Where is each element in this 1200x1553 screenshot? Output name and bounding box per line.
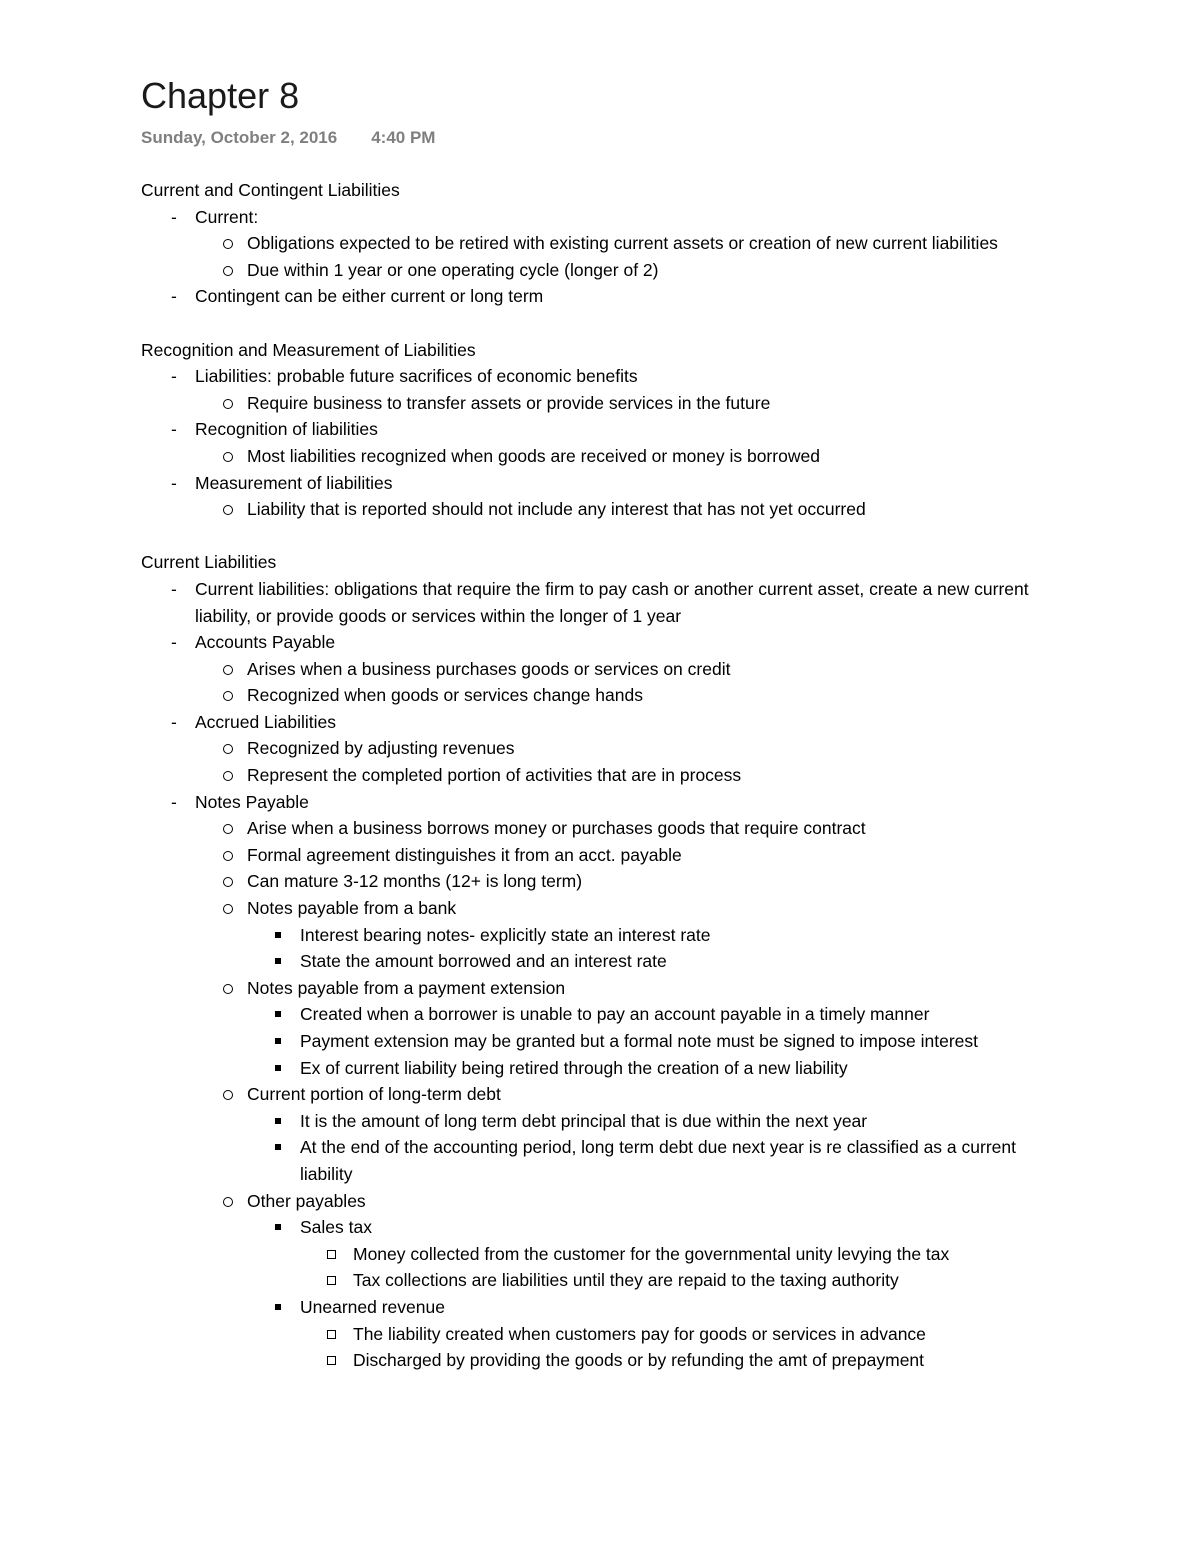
list-item-text: Can mature 3-12 months (12+ is long term) <box>247 871 583 892</box>
list-item-text: Payment extension may be granted but a formal note must be signed to impose interest <box>300 1031 979 1051</box>
list-item-text: Current liabilities: obligations that require the firm to pay cash or another current asset, create a new current liability, or provide goods or services within the longer of 1 year <box>195 578 1029 626</box>
list-item-text: Arise when a business borrows money or purchases goods that require contract <box>247 818 866 839</box>
list-item <box>195 656 1041 683</box>
outline-level-2 <box>195 390 1041 417</box>
page-timestamp <box>141 126 435 150</box>
list-item <box>195 895 1041 975</box>
list-item-text: Other payables <box>247 1190 366 1211</box>
outline-level-2 <box>195 443 1041 470</box>
list-item-text: Contingent can be either current or long term <box>195 286 544 307</box>
list-item <box>195 762 1041 789</box>
section-heading: Current Liabilities <box>141 552 277 573</box>
page-time: 4:40 PM <box>371 128 436 147</box>
list-item-text: Most liabilities recognized when goods are received or money is borrowed <box>247 445 820 466</box>
outline-level-2 <box>195 656 1041 709</box>
list-item-text: Current: <box>195 206 259 227</box>
list-item-text: Represent the completed portion of activities that are in process <box>247 765 742 786</box>
outline-level-2 <box>195 230 1041 283</box>
list-item-text: Current portion of long-term debt <box>247 1084 501 1105</box>
note-section <box>141 337 1041 523</box>
list-item <box>195 1188 1041 1374</box>
list-item-text: Notes payable from a payment extension <box>247 977 566 998</box>
list-item-text: At the end of the accounting period, long term debt due next year is re classified as a current liability <box>300 1137 1016 1184</box>
note-body <box>141 177 1041 1400</box>
list-item <box>195 496 1041 523</box>
note-section <box>141 549 1041 1373</box>
list-item <box>195 735 1041 762</box>
list-item <box>247 1001 1041 1028</box>
list-item-text: Interest bearing notes- explicitly state an interest rate <box>300 924 711 945</box>
list-item <box>195 815 1041 842</box>
list-item-text: Obligations expected to be retired with existing current assets or creation of new current liabilities <box>247 233 998 254</box>
list-item-text: Notes payable from a bank <box>247 898 457 919</box>
note-section <box>141 177 1041 310</box>
outline-level-3 <box>247 1108 1041 1188</box>
outline-level-1 <box>141 363 1041 523</box>
page-date: Sunday, October 2, 2016 <box>141 128 338 147</box>
list-item-text: Liabilities: probable future sacrifices of economic benefits <box>195 366 638 387</box>
list-item-text: Created when a borrower is unable to pay an account payable in a timely manner <box>300 1004 930 1025</box>
list-item <box>247 1134 1041 1187</box>
section-heading: Current and Contingent Liabilities <box>141 180 400 200</box>
list-item <box>247 1294 1041 1374</box>
outline-level-4 <box>300 1321 1041 1374</box>
list-item-text: It is the amount of long term debt principal that is due within the next year <box>300 1110 868 1131</box>
outline-level-4 <box>300 1241 1041 1294</box>
list-item <box>247 1028 1041 1055</box>
list-item-text: State the amount borrowed and an interest rate <box>300 951 667 972</box>
outline-level-2 <box>195 815 1041 1373</box>
list-item <box>300 1267 1041 1294</box>
list-item-text: Measurement of liabilities <box>195 472 393 493</box>
list-item-text: Accrued Liabilities <box>195 711 337 732</box>
list-item <box>195 1081 1041 1187</box>
list-item <box>141 204 1041 284</box>
list-item <box>247 948 1041 975</box>
list-item-text: Sales tax <box>300 1217 372 1238</box>
outline-level-3 <box>247 1001 1041 1081</box>
list-item-text: Unearned revenue <box>300 1296 445 1317</box>
list-item <box>247 1214 1041 1294</box>
list-item <box>195 842 1041 869</box>
list-item-text: Ex of current liability being retired through the creation of a new liability <box>300 1057 848 1078</box>
outline-level-2 <box>195 735 1041 788</box>
list-item <box>141 283 1041 310</box>
list-item <box>141 709 1041 789</box>
list-item <box>141 789 1041 1374</box>
list-item <box>195 975 1041 1081</box>
outline-level-2 <box>195 496 1041 523</box>
list-item-text: Due within 1 year or one operating cycle (longer of 2) <box>247 259 659 280</box>
list-item <box>195 257 1041 284</box>
page-title: Chapter 8 <box>141 75 300 116</box>
list-item-text: Notes Payable <box>195 791 309 812</box>
list-item-text: The liability created when customers pay for goods or services in advance <box>353 1323 926 1344</box>
list-item <box>300 1241 1041 1268</box>
outline-level-3 <box>247 922 1041 975</box>
list-item-text: Arises when a business purchases goods or services on credit <box>247 658 731 679</box>
list-item <box>195 390 1041 417</box>
list-item <box>195 230 1041 257</box>
list-item-text: Formal agreement distinguishes it from an acct. payable <box>247 844 682 865</box>
list-item <box>141 629 1041 709</box>
list-item-text: Accounts Payable <box>195 632 336 653</box>
list-item <box>247 922 1041 949</box>
list-item <box>247 1108 1041 1135</box>
list-item <box>141 416 1041 469</box>
list-item <box>195 682 1041 709</box>
list-item <box>300 1347 1041 1374</box>
list-item-text: Money collected from the customer for the governmental unity levying the tax <box>353 1243 950 1264</box>
list-item-text: Recognized when goods or services change hands <box>247 685 643 706</box>
list-item <box>300 1321 1041 1348</box>
list-item-text: Require business to transfer assets or provide services in the future <box>247 392 771 413</box>
list-item <box>247 1055 1041 1082</box>
outline-level-1 <box>141 204 1041 310</box>
list-item-text: Tax collections are liabilities until they are repaid to the taxing authority <box>353 1270 899 1291</box>
list-item-text: Liability that is reported should not include any interest that has not yet occurred <box>247 499 866 520</box>
list-item-text: Recognized by adjusting revenues <box>247 738 515 759</box>
list-item-text: Discharged by providing the goods or by refunding the amt of prepayment <box>353 1350 925 1371</box>
list-item <box>195 443 1041 470</box>
outline-level-1 <box>141 576 1041 1374</box>
list-item <box>141 576 1041 629</box>
list-item <box>141 470 1041 523</box>
list-item <box>195 868 1041 895</box>
section-heading: Recognition and Measurement of Liabilities <box>141 339 476 360</box>
list-item-text: Recognition of liabilities <box>195 419 378 440</box>
list-item <box>141 363 1041 416</box>
outline-level-3 <box>247 1214 1041 1374</box>
